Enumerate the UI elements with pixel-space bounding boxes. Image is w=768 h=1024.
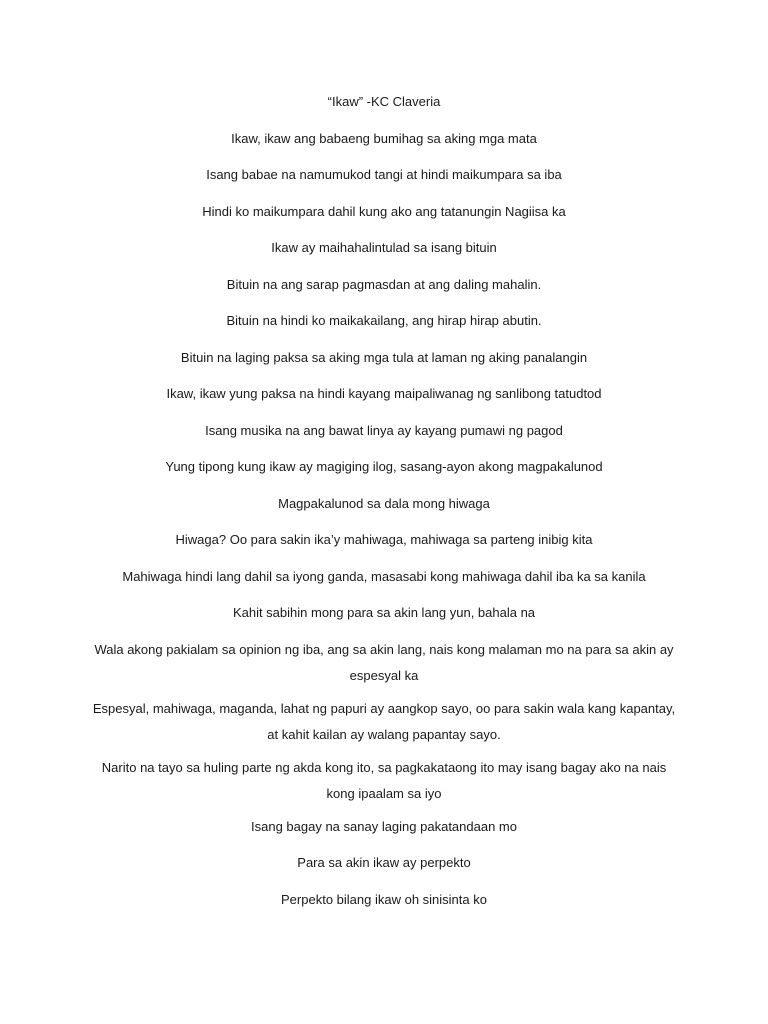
poem-line-13: Mahiwaga hindi lang dahil sa iyong ganda, masasabi kong mahiwaga dahil iba ka sa kanila bbox=[122, 568, 646, 584]
poem-line-10: Yung tipong kung ikaw ay magiging ilog, sasang-ayon akong magpakalunod bbox=[165, 459, 603, 474]
poem-line-16: Espesyal, mahiwaga, maganda, lahat ng papuri ay aangkop sayo, oo para sakin wala kang kapantay, at kahit kailan ay walang papantay sayo. bbox=[92, 700, 676, 742]
poem-line-15: Wala akong pakialam sa opinion ng iba, ang sa akin lang, nais kong malaman mo na para sa akin ay espesyal ka bbox=[94, 641, 674, 683]
poem-line-8: Ikaw, ikaw yung paksa na hindi kayang maipaliwanag ng sanlibong tatudtod bbox=[166, 386, 602, 401]
poem-title: “Ikaw” -KC Claveria bbox=[327, 94, 441, 109]
poem-line-20: Perpekto bilang ikaw oh sinisinta ko bbox=[281, 891, 487, 907]
poem-line-6: Bituin na hindi ko maikakailang, ang hirap hirap abutin. bbox=[226, 313, 542, 328]
poem-line-4: Ikaw ay maihahalintulad sa isang bituin bbox=[271, 240, 497, 255]
poem-line-2: Isang babae na namumukod tangi at hindi maikumpara sa iba bbox=[206, 167, 562, 182]
poem-line-11: Magpakalunod sa dala mong hiwaga bbox=[278, 495, 490, 511]
poem-line-1: Ikaw, ikaw ang babaeng bumihag sa aking mga mata bbox=[231, 130, 537, 146]
poem-line-12: Hiwaga? Oo para sakin ika’y mahiwaga, mahiwaga sa parteng inibig kita bbox=[175, 532, 593, 547]
poem-line-17: Narito na tayo sa huling parte ng akda kong ito, sa pagkakataong ito may isang bagay ako na nais kong ipaalam sa iyo bbox=[101, 759, 667, 801]
poem-line-5: Bituin na ang sarap pagmasdan at ang daling mahalin. bbox=[226, 276, 542, 292]
poem-line-7: Bituin na laging paksa sa aking mga tula at laman ng aking panalangin bbox=[180, 349, 588, 365]
poem-line-14: Kahit sabihin mong para sa akin lang yun, bahala na bbox=[232, 605, 536, 620]
poem-line-3: Hindi ko maikumpara dahil kung ako ang tatanungin Nagiisa ka bbox=[202, 203, 566, 219]
poem-body bbox=[88, 92, 680, 926]
poem-line-18: Isang bagay na sanay laging pakatandaan mo bbox=[251, 818, 517, 834]
poem-line-19: Para sa akin ikaw ay perpekto bbox=[297, 855, 471, 870]
poem-line-9: Isang musika na ang bawat linya ay kayang pumawi ng pagod bbox=[205, 422, 563, 438]
